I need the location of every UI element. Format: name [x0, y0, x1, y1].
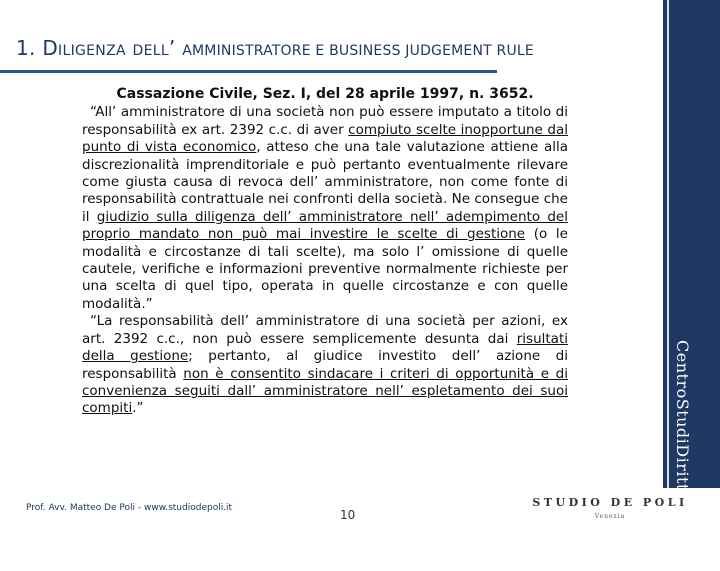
- quote-2-text-c: .”: [132, 400, 144, 417]
- studio-logo: [530, 496, 690, 526]
- slide-title: [16, 36, 534, 60]
- quote-1-text-b: , atteso che una tale valutazione attiene alla discrezionalità imprenditoriale e può pertanto eventualmente rilevare come giusta causa di revoca dell’ amministratore, non come fonte di responsabilità contrattuale nei confronti della società. Ne consegue che il: [82, 139, 568, 225]
- main-content: [82, 86, 568, 418]
- slide-title-rest: AMMINISTRATORE E BUSINESS JUDGEMENT RULE: [182, 43, 534, 59]
- slide-title-main: 1. Diligenza dell’: [16, 36, 176, 60]
- quote-1-underline-1: compiuto scelte inopportune dal punto di vista economico: [82, 121, 568, 156]
- footer-author: Prof. Avv. Matteo De Poli - www.studiodepoli.it: [26, 503, 233, 513]
- quote-2-underline-1: risultati della gestione: [82, 330, 568, 365]
- quote-2-underline-2: non è consentito sindacare i criteri di opportunità e di convenienza seguiti dall’ amministratore nell’ espletamento dei suoi compiti: [82, 365, 568, 417]
- quote-1-text-a: “All’ amministratore di una società non può essere imputato a titolo di responsabilità ex art. 2392 c.c. di aver: [82, 104, 568, 138]
- title-divider: [0, 70, 497, 73]
- quote-paragraph-2: [82, 313, 568, 417]
- quote-paragraph-1: [82, 104, 568, 313]
- logo-sub-text: Venezia: [594, 513, 626, 520]
- logo-main-text: STUDIO DE POLI: [532, 496, 688, 509]
- quote-1-underline-2: giudizio sulla diligenza dell’ amministratore nell’ adempimento del proprio mandato non può mai investire le scelte di gestione: [82, 208, 568, 243]
- page-number: 10: [340, 508, 356, 522]
- citation-heading: Cassazione Civile, Sez. I, del 28 aprile 1997, n. 3652.: [116, 86, 534, 102]
- quote-2-text-b: ; pertanto, al giudice investito dell’ azione di responsabilità: [82, 348, 568, 382]
- vertical-brand-text: CentroStudiDirittoImpresa: [673, 340, 692, 571]
- brand-band-line: [667, 0, 669, 488]
- quote-1-text-c: (o le modalità e circostanze di tali scelte), ma solo l’ omissione di quelle cautele, verifiche e informazioni preventive normalmente richieste per una scelta di quel tipo, operata in quelle circostanze e con quelle modalità.”: [82, 226, 568, 312]
- quote-2-text-a: “La responsabilità dell’ amministratore di una società per azioni, ex art. 2392 c.c., non può essere semplicemente desunta dai: [82, 313, 568, 347]
